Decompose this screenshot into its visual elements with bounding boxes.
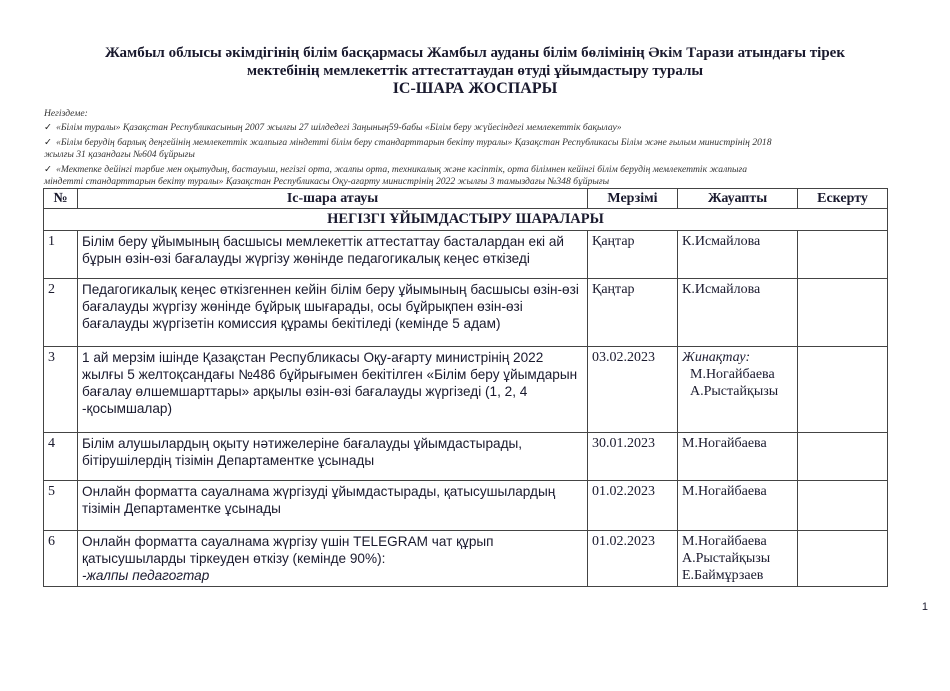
row-note — [798, 231, 888, 279]
check-icon: ✓ — [44, 137, 53, 148]
row-number: 1 — [44, 231, 78, 279]
row-event-name: Білім беру ұйымының басшысы мемлекеттік аттестаттау басталардан екі ай бұрын өзін-өзі бағалауды жүргізу жөнінде педагогикалық кеңес өткізеді — [78, 231, 588, 279]
table-row — [44, 231, 888, 279]
row-note — [798, 531, 888, 587]
row-deadline: 01.02.2023 — [588, 481, 678, 531]
basis-item-1 — [44, 122, 904, 134]
row-event-name — [78, 531, 588, 587]
responsible-person: Е.Баймұрзаев — [682, 568, 764, 583]
row-note — [798, 279, 888, 347]
basis-item-3-text: «Мектепке дейінгі тәрбие мен оқытудың, бастауыш, негізгі орта, жалпы орта, техникалық және кәсіптік, орта білімнен кейінгі білім берудің мемлекеттік жалпыға — [56, 164, 748, 175]
row-deadline: 01.02.2023 — [588, 531, 678, 587]
section-title: НЕГІЗГІ ҰЙЫМДАСТЫРУ ШАРАЛАРЫ — [44, 209, 888, 231]
row-responsible — [678, 347, 798, 433]
row-responsible — [678, 531, 798, 587]
row-note — [798, 433, 888, 481]
table-header-row — [44, 189, 888, 209]
check-icon: ✓ — [44, 122, 53, 133]
document-title-line-3: ІС-ШАРА ЖОСПАРЫ — [392, 80, 558, 97]
responsible-person: М.Ногайбаева — [690, 367, 775, 382]
row-number: 5 — [44, 481, 78, 531]
check-icon: ✓ — [44, 164, 53, 175]
page-number: 1 — [921, 601, 928, 613]
basis-item-2-text: «Білім берудің барлық деңгейінің мемлекеттік жалпыға міндетті білім беру стандарттарын бекіту туралы» Қазақстан Республикасы Білім және ғылым министрінің 2018 — [56, 137, 772, 148]
row-deadline: 03.02.2023 — [588, 347, 678, 433]
header-responsible: Жауапты — [678, 189, 798, 209]
section-row — [44, 209, 888, 231]
row-event-name: Білім алушылардың оқыту нәтижелеріне бағалауды ұйымдастырады, бітірушілердің тізімін Департаментке ұсынады — [78, 433, 588, 481]
row-number: 6 — [44, 531, 78, 587]
row-number: 2 — [44, 279, 78, 347]
row-note — [798, 347, 888, 433]
header-note: Ескерту — [798, 189, 888, 209]
header-event-name: Іс-шара атауы — [78, 189, 588, 209]
row-note — [798, 481, 888, 531]
table-row — [44, 531, 888, 587]
table-row — [44, 347, 888, 433]
basis-item-2-continued: жылғы 31 қазандағы №604 бұйрығы — [44, 149, 195, 160]
header-number: № — [44, 189, 78, 209]
document-title-line-1: Жамбыл облысы әкімдігінің білім басқармасы Жамбыл ауданы білім бөлімінің Әкім Тарази атындағы тірек — [105, 45, 845, 61]
row-responsible: М.Ногайбаева — [678, 433, 798, 481]
row-event-name-text: Онлайн форматта сауалнама жүргізу үшін TELEGRAM чат құрып қатысушыларды тіркеуден өткізу (кемінде 90%): — [82, 534, 494, 566]
document-title-line-2: мектебінің мемлекеттік аттестаттаудан өтуді ұйымдастыру туралы — [246, 63, 704, 79]
basis-item-1-text: «Білім туралы» Қазақстан Республикасының 2007 жылғы 27 шілдедегі Заңының59-бабы «Білім беру жүйесіндегі мемлекеттік бақылау» — [56, 122, 622, 133]
row-event-name: 1 ай мерзім ішінде Қазақстан Республикасы Оқу-ағарту министрінің 2022 жылғы 5 желтоқсандағы №486 бұйрығымен бекітілген «Білім беру ұйымдарын бағалау өлшемшарттары» арқылы өзін-өзі бағалауды жүргізеді (1, 2, 4 -қосымшалар) — [78, 347, 588, 433]
responsible-person: А.Рыстайқызы — [682, 551, 771, 566]
header-deadline: Мерзімі — [588, 189, 678, 209]
basis-item-3 — [44, 164, 904, 176]
table-row — [44, 279, 888, 347]
row-event-name: Онлайн форматта сауалнама жүргізуді ұйымдастырады, қатысушылардың тізімін Департаментке ұсынады — [78, 481, 588, 531]
basis-item-3-continued: міндетті стандарттарын бекіту туралы» Қазақстан Республикасы Оқу-ағарту министрінің 2022 жылғы 3 тамыздағы №348 бұйрығы — [44, 176, 610, 187]
basis-label: Негіздеме: — [44, 108, 88, 119]
table-row — [44, 433, 888, 481]
row-responsible: М.Ногайбаева — [678, 481, 798, 531]
event-plan-table — [43, 188, 888, 587]
row-responsible: К.Исмайлова — [678, 231, 798, 279]
row-event-sub-item: -жалпы педагогтар — [82, 568, 210, 583]
row-number: 4 — [44, 433, 78, 481]
responsible-label: Жинақтау: — [682, 350, 751, 365]
table-row — [44, 481, 888, 531]
row-responsible: К.Исмайлова — [678, 279, 798, 347]
row-deadline: 30.01.2023 — [588, 433, 678, 481]
row-deadline: Қаңтар — [588, 279, 678, 347]
responsible-person: М.Ногайбаева — [682, 534, 767, 549]
basis-item-2 — [44, 137, 904, 149]
row-deadline: Қаңтар — [588, 231, 678, 279]
responsible-person: А.Рыстайқызы — [690, 384, 779, 399]
row-event-name: Педагогикалық кеңес өткізгеннен кейін білім беру ұйымының басшысы өзін-өзі бағалауды жүргізу жөнінде бұйрық шығарады, осы бұйрықпен өзін-өзі бағалауды жүргізетін комиссия құрамы бекітіледі (кемінде 5 адам) — [78, 279, 588, 347]
row-number: 3 — [44, 347, 78, 433]
